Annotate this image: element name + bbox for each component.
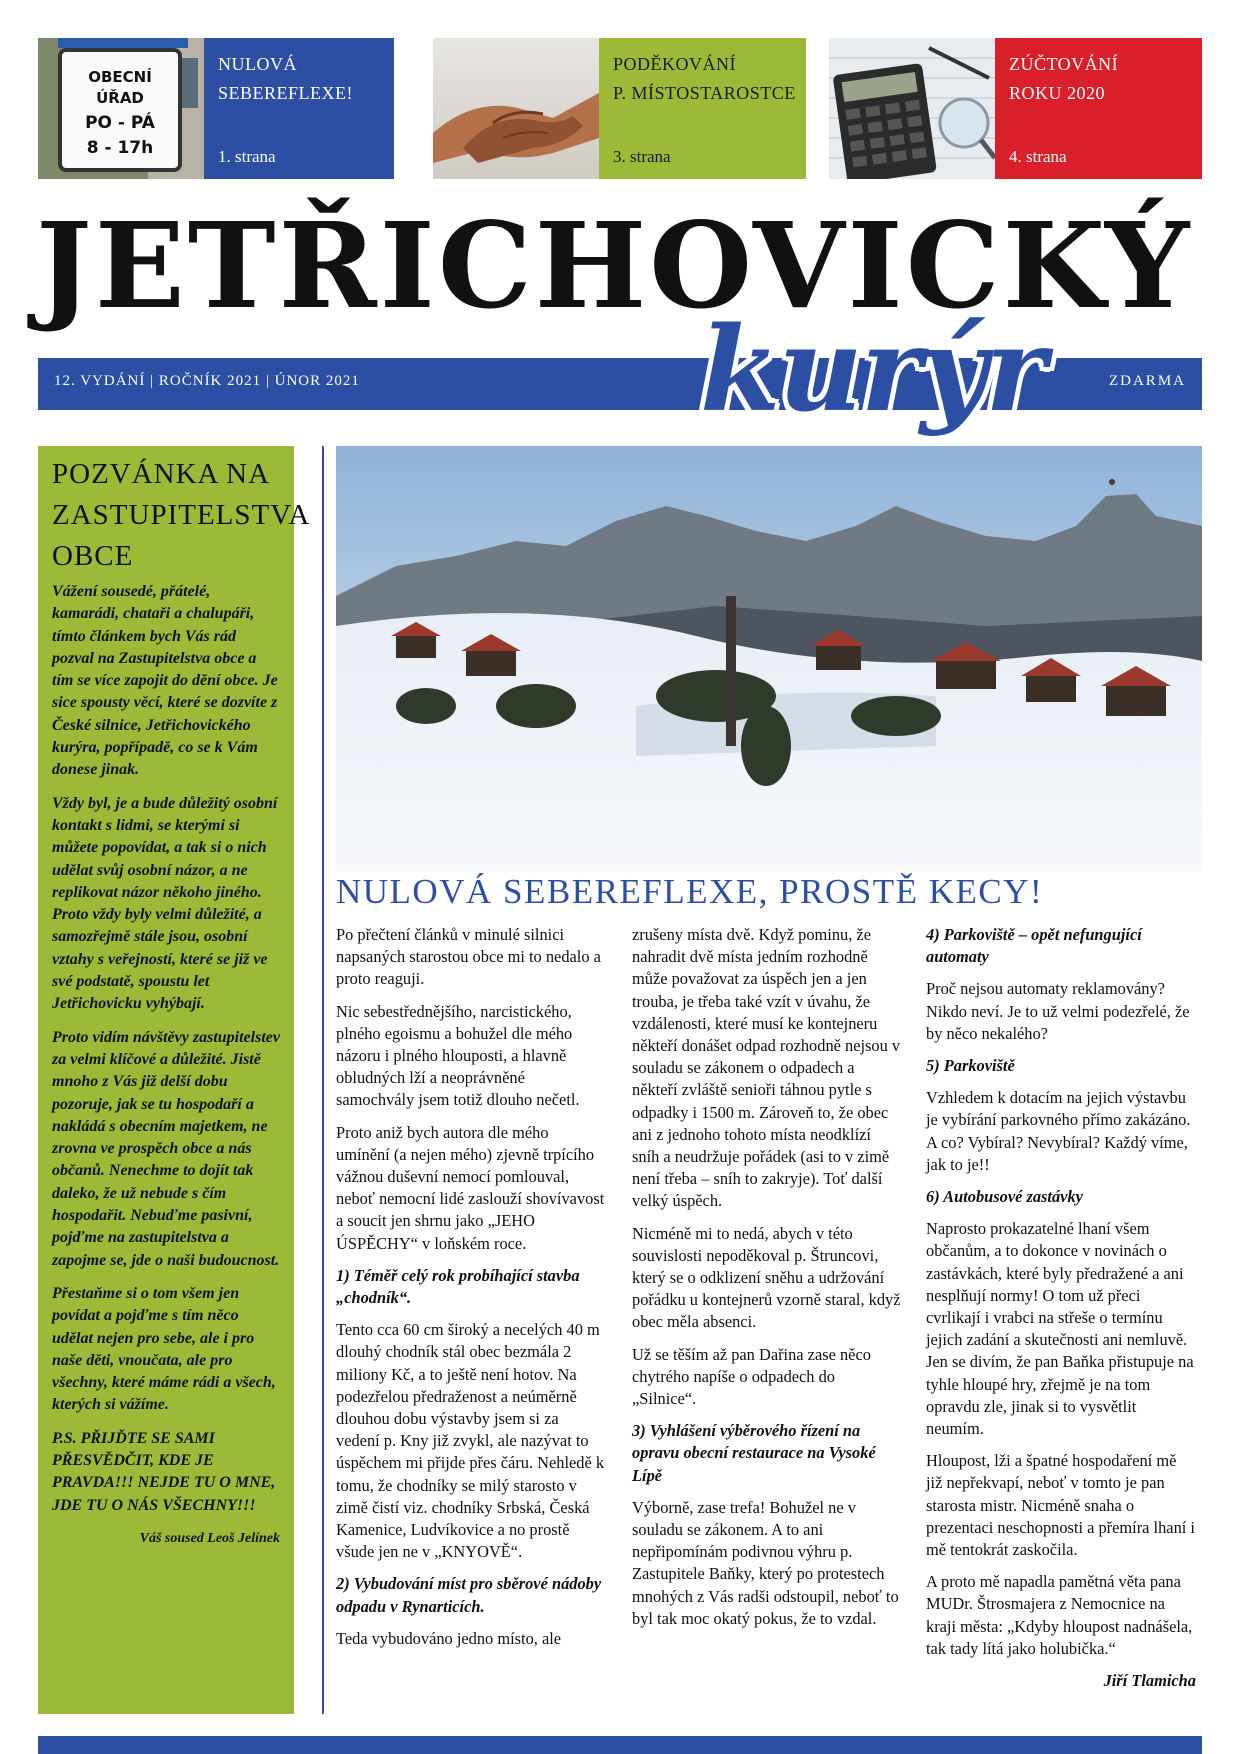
- teaser-title: ZÚČTOVÁNÍ ROKU 2020: [1009, 54, 1119, 103]
- article-subheading: 2) Vybudování míst pro sběrové nádoby odpadu v Rynarticích.: [336, 1574, 602, 1616]
- article-column-2: [632, 924, 902, 1640]
- teaser-page-ref: 4. strana: [1009, 147, 1067, 166]
- teaser-nulova-sebereflexe[interactable]: [38, 38, 394, 179]
- teaser-podekovani[interactable]: [433, 38, 806, 179]
- teaser-panel: [204, 38, 394, 179]
- article-paragraph: Po přečtení článků v minulé silnici napsaných starostou obce mi to nedalo a proto reaguji.: [336, 925, 601, 989]
- article-paragraph: Nic sebestřednějšího, narcistického, plného egoismu a bohužel dle mého názoru i plného hlouposti, a hlavně obludných lží a neoprávněné samochvály jsem totiž dlouho nečetl.: [336, 1001, 580, 1110]
- teaser-page-ref: 1. strana: [218, 147, 276, 166]
- article-paragraph: Hloupost, lži a špatné hospodaření mě již nepřekvapí, neboť v tomto je pan starosta mistr. Nicméně snaha o prezentaci neschopnosti a přemíra lhaní i mě tentokrát zaskočila.: [926, 1451, 1195, 1560]
- office-hours-sign-image: [38, 38, 204, 179]
- column-divider: [322, 446, 324, 1714]
- handshake-image: [433, 38, 599, 179]
- article-paragraph: Vzhledem k dotacím na jejich výstavbu je vybírání parkovného přímo zakázáno. A co? Vybíral? Nevybíral? Každý víme, jak to je!!: [926, 1088, 1191, 1174]
- article-subheading: 3) Vyhlášení výběrového řízení na opravu obecní restaurace na Vysoké Lípě: [632, 1421, 876, 1485]
- sidebar-postscript: P.S. PŘIJĎTE SE SAMI PŘESVĚDČIT, KDE JE PRAVDA!!! NEJDE TU O MNE, JDE TU O NÁS VŠECHNY!!!: [52, 1429, 276, 1514]
- article-headline: NULOVÁ SEBEREFLEXE, PROSTĚ KECY!: [336, 872, 1044, 911]
- price-label: ZDARMA: [1108, 373, 1186, 389]
- article-subheading: 4) Parkoviště – opět nefungující automaty: [926, 925, 1142, 967]
- masthead-title: JETŘICHOVICKÝ: [36, 196, 1193, 335]
- article-paragraph: zrušeny místa dvě. Když pominu, že nahradit dvě místa jedním rozhodně může považovat za úspěch jen a jen trouba, je třeba také vzít v úvahu, že vzdálenosti, které musí ke kontejneru někteří donášet odpad rozhodně nejsou v souladu se zákonem o odpadech a někteří zvláště senioři táhnou pytle s odpadky i 1500 m. Zároveň to, že obec ani z jednoho tohoto místa neodklízí sníh a neudržuje pořádek (asi to v zimě není třeba – sníh to zakryje). Toť další velký úspěch.: [632, 925, 901, 1211]
- article-column-3: [926, 924, 1196, 1692]
- teaser-title: PODĚKOVÁNÍ P. MÍSTOSTAROSTCE: [613, 54, 796, 103]
- article-paragraph: A proto mě napadla pamětná věta pana MUDr. Štrosmajera z Nemocnice na kraji města: „Kdyby hloupost nadnášela, tak tady lítá jako holubička.“: [926, 1572, 1193, 1658]
- article-subheading: 6) Autobusové zastávky: [926, 1187, 1083, 1207]
- sign-line-1: OBECNÍ: [88, 68, 152, 86]
- sidebar-paragraph: Proto vidím návštěvy zastupitelstev za velmi klíčové a důležité. Jistě mnoho z Vás již delší dobu pozoruje, jak se tu hospodaří a nakládá s obecním majetkem, ne zrovna ve prospěch obce a nás občanů. Nenechme to dojít tak daleko, že už nebude s čím hospodařit. Nebuďme pasivní, pojďme na zastupitelstva a zapojme se, jde o naši budoucnost.: [52, 1028, 280, 1269]
- article-paragraph: Tento cca 60 cm široký a necelých 40 m dlouhý chodník stál obec bezmála 2 miliony Kč, a to ještě není hotov. Na podezřelou předraženost a neúměrně dlouhou dobu výstavby jsem si za vedení p. Kny již zvykl, ale nazývat to úspěchem mi přijde přes čáru. Nehledě k tomu, že chodníky se milý starosto v zimě čistí viz. chodníky Srbská, Česká Kamenice, Ludvíkovice a no prostě všude jen ne v „KNYOVĚ“.: [336, 1320, 605, 1562]
- sign-line-2: ÚŘAD: [96, 89, 144, 107]
- snowy-village-image: [336, 446, 1202, 872]
- article-column-3-body: [926, 924, 1196, 1660]
- article-paragraph: Naprosto prokazatelné lhaní všem občanům, a to dokonce v novinách o zastávkách, které byly předražené a ani nesplňují normy! O tom už přeci cvrlikají i vrabci na střeše o termínu jejich zadání a skutečnosti ani nemluvě. Jen se divím, že pan Baňka přistupuje na tyhle hloupé hry, zřejmě je na tom opravdu zle, jinak si to vysvětlit neumím.: [926, 1219, 1194, 1439]
- masthead-subtitle: kurýr: [700, 302, 1045, 438]
- sidebar-paragraph: Vážení sousedé, přátelé, kamarádi, chataři a chalupáři, tímto článkem bych Vás rád pozval na Zastupitelstva obce a tím se více zapojit do dění obce. Je sice spousty věcí, které se dozvíte z České silnice, Jetřichovického kurýra, popřípadě, co se k Vám donese jinak.: [52, 583, 278, 779]
- article-paragraph: Výborně, zase trefa! Bohužel ne v souladu se zákonem. A to ani nepřipomínám podivnou výhru p. Zastupitele Baňky, který po protestech mnohých z Vás radši odstoupil, neboť to byl tak moc okatý pokus, že to vzdal.: [632, 1497, 899, 1628]
- sidebar-signature: Váš soused Leoš Jelínek: [139, 1530, 280, 1546]
- article-paragraph: Teda vybudováno jedno místo, ale: [336, 1628, 562, 1648]
- article-paragraph: Proto aniž bych autora dle mého umínění (a nejen mého) zjevně trpícího vážnou duševní nemocí pomlouval, neboť nemocní lidé zaslouží shovívavost a soucit jen shrnu jako „JEHO ÚSPĚCHY“ v loňském roce.: [336, 1122, 605, 1253]
- article-paragraph: Nicméně mi to nedá, abych v této souvislosti nepoděkoval p. Štruncovi, který se o odklizení sněhu a udržování pořádku u kontejnerů vzorně staral, když obec měla absenci.: [632, 1223, 901, 1332]
- teaser-panel: [599, 38, 806, 179]
- teaser-zuctovani[interactable]: [829, 38, 1202, 179]
- article-subheading: 1) Téměř celý rok probíhající stavba „chodník“.: [336, 1265, 580, 1308]
- article-author: Jiří Tlamicha: [1103, 1671, 1196, 1691]
- teaser-page-ref: 3. strana: [613, 147, 671, 166]
- article-subheading: 5) Parkoviště: [926, 1056, 1015, 1076]
- teaser-panel: [995, 38, 1202, 179]
- sign-line-4: 8 - 17h: [86, 138, 154, 158]
- article-paragraph: Proč nejsou automaty reklamovány? Nikdo neví. Je to už velmi podezřelé, že by něco nekalého?: [926, 979, 1190, 1043]
- article-paragraph: Už se těším až pan Dařina zase něco chytrého napíše o odpadech do „Silnice“.: [632, 1344, 871, 1409]
- issue-info: 12. VYDÁNÍ | ROČNÍK 2021 | ÚNOR 2021: [54, 373, 360, 389]
- sidebar-paragraph: Přestaňme si o tom všem jen povídat a pojďme s tím něco udělat nejen pro sebe, ale i pro naše děti, vnoučata, ale pro všechny, které máme rádi a všech, kterých si vážíme.: [52, 1284, 276, 1414]
- article-column-1: [336, 924, 606, 1660]
- calculator-image: [829, 38, 995, 179]
- sign-line-3: PO - PÁ: [85, 113, 155, 133]
- footer-bar: [38, 1736, 1202, 1754]
- sidebar-invitation: [38, 446, 309, 1714]
- sidebar-title: POZVÁNKA NA ZASTUPITELSTVA OBCE: [52, 458, 309, 572]
- sidebar-paragraph: Vždy byl, je a bude důležitý osobní kontakt s lidmi, se kterými si můžete popovídat, a tak si o nich udělat svůj osobní názor, a ne replikovat názor někoho jiného. Proto vždy byly velmi důležité, a samozřejmě stále jsou, osobní vztahy s veřejností, které se již ve své podstatě, spoustu let Jetřichovicku vyhýbají.: [52, 794, 278, 1013]
- teaser-title: NULOVÁ SEBEREFLEXE!: [218, 54, 353, 103]
